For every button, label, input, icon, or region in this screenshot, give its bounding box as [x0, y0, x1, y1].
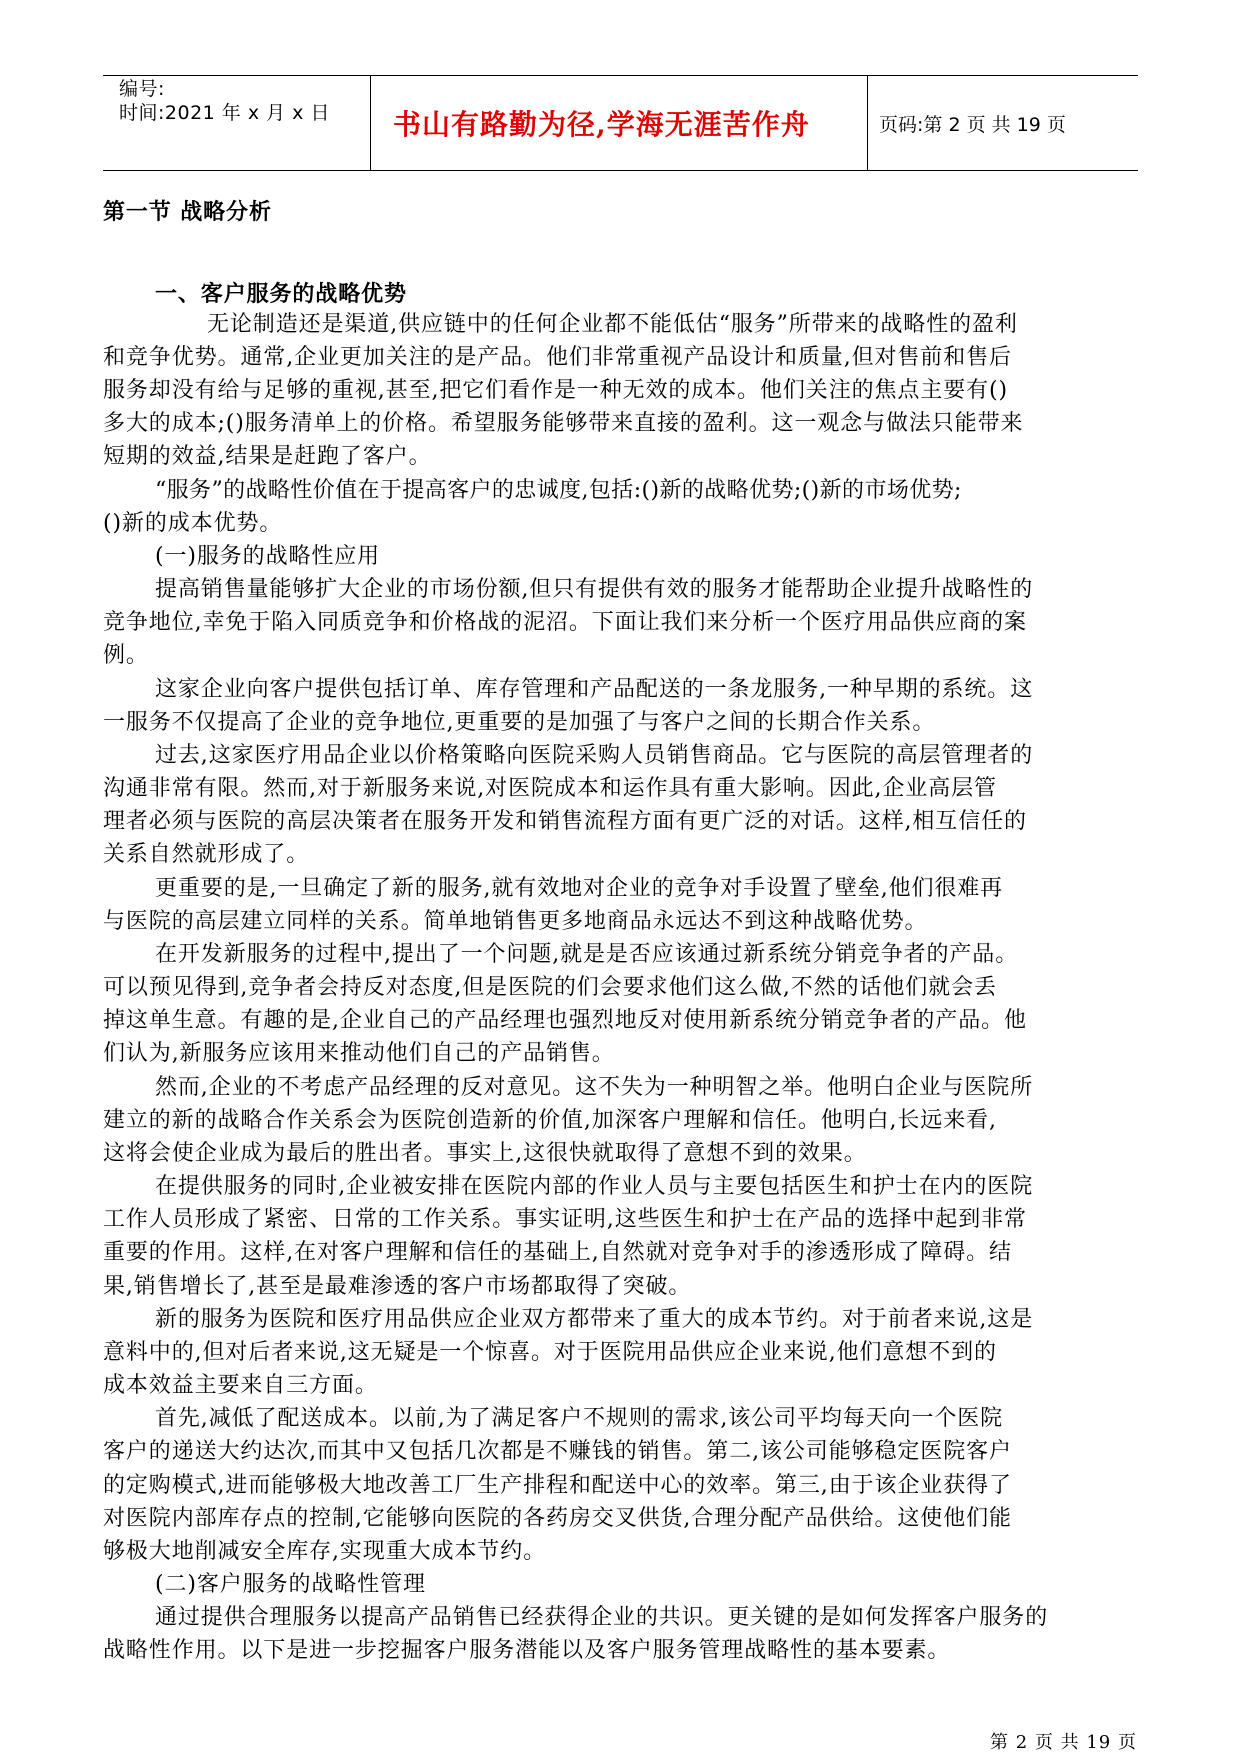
paragraph-line: 的定购模式,进而能够极大地改善工厂生产排程和配送中心的效率。第三,由于该企业获得了 — [103, 1473, 1012, 1498]
paragraph-line: 建立的新的战略合作关系会为医院创造新的价值,加深客户理解和信任。他明白,长远来看, — [103, 1108, 997, 1133]
paragraph-line: 与医院的高层建立同样的关系。简单地销售更多地商品永远达不到这种战略优势。 — [103, 909, 928, 934]
section-title: 第一节 战略分析 — [103, 199, 272, 225]
paragraph-line: 多大的成本;()服务清单上的价格。希望服务能够带来直接的盈利。这一观念与做法只能带来 — [103, 411, 1024, 436]
paragraph-line: ()新的成本优势。 — [103, 511, 283, 536]
paragraph-line: 例。 — [103, 643, 149, 668]
paragraph-line: 关系自然就形成了。 — [103, 842, 310, 867]
paragraph-line: 无论制造还是渠道,供应链中的任何企业都不能低估“服务”所带来的战略性的盈利 — [207, 312, 1018, 337]
paragraph-line: 客户的递送大约达次,而其中又包括几次都是不赚钱的销售。第二,该公司能够稳定医院客户 — [103, 1439, 1012, 1464]
paragraph-line: 更重要的是,一旦确定了新的服务,就有效地对企业的竞争对手设置了壁垒,他们很难再 — [155, 876, 1004, 901]
paragraph-line: 这将会使企业成为最后的胜出者。事实上,这很快就取得了意想不到的效果。 — [103, 1141, 867, 1166]
paragraph-line: 新的服务为医院和医疗用品供应企业双方都带来了重大的成本节约。对于前者来说,这是 — [155, 1307, 1034, 1332]
paragraph-line: 工作人员形成了紧密、日常的工作关系。事实证明,这些医生和护士在产品的选择中起到非常 — [103, 1207, 1027, 1232]
paragraph-line: 可以预见得到,竞争者会持反对态度,但是医院的们会要求他们这么做,不然的话他们就会丢 — [103, 975, 997, 1000]
paragraph-line: 这家企业向客户提供包括订单、库存管理和产品配送的一条龙服务,一种早期的系统。这 — [155, 677, 1034, 702]
document-time-label: 时间:2021 年 x 月 x 日 — [119, 102, 330, 124]
paragraph-line: 在开发新服务的过程中,提出了一个问题,就是是否应该通过新系统分销竞争者的产品。 — [155, 942, 1019, 967]
paragraph-line: “服务”的战略性价值在于提高客户的忠诚度,包括:()新的战略优势;()新的市场优势; — [155, 478, 962, 503]
paragraph-line: 一服务不仅提高了企业的竞争地位,更重要的是加强了与客户之间的长期合作关系。 — [103, 710, 936, 735]
header-page-cell — [868, 76, 1138, 170]
page-footer: 第 2 页 共 19 页 — [990, 1732, 1137, 1753]
subheading-line: (一)服务的战略性应用 — [155, 544, 381, 569]
subheading-line: (二)客户服务的战略性管理 — [155, 1572, 426, 1597]
subsection-title: 一、客户服务的战略优势 — [155, 281, 407, 307]
paragraph-line: 服务却没有给与足够的重视,甚至,把它们看作是一种无效的成本。他们关注的焦点主要有() — [103, 378, 1008, 403]
paragraph-line: 果,销售增长了,甚至是最难渗透的客户市场都取得了突破。 — [103, 1274, 692, 1299]
paragraph-line: 理者必须与医院的高层决策者在服务开发和销售流程方面有更广泛的对话。这样,相互信任的 — [103, 809, 1027, 834]
paragraph-line: 成本效益主要来自三方面。 — [103, 1373, 378, 1398]
paragraph-line: 够极大地削减安全库存,实现重大成本节约。 — [103, 1539, 546, 1564]
page-header — [103, 75, 1138, 171]
paragraph-line: 意料中的,但对后者来说,这无疑是一个惊喜。对于医院用品供应企业来说,他们意想不到的 — [103, 1340, 997, 1365]
paragraph-line: 和竞争优势。通常,企业更加关注的是产品。他们非常重视产品设计和质量,但对售前和售后 — [103, 345, 1012, 370]
paragraph-line: 沟通非常有限。然而,对于新服务来说,对医院成本和运作具有重大影响。因此,企业高层管 — [103, 776, 997, 801]
header-meta-cell — [103, 76, 371, 170]
document-number-label: 编号: — [119, 78, 165, 100]
paragraph-line: 通过提供合理服务以提高产品销售已经获得企业的共识。更关键的是如何发挥客户服务的 — [155, 1605, 1049, 1630]
paragraph-line: 们认为,新服务应该用来推动他们自己的产品销售。 — [103, 1041, 615, 1066]
paragraph-line: 重要的作用。这样,在对客户理解和信任的基础上,自然就对竞争对手的渗透形成了障碍。结 — [103, 1240, 1012, 1265]
paragraph-line: 首先,减低了配送成本。以前,为了满足客户不规则的需求,该公司平均每天向一个医院 — [155, 1406, 1004, 1431]
paragraph-line: 短期的效益,结果是赶跑了客户。 — [103, 444, 432, 469]
paragraph-line: 对医院内部库存点的控制,它能够向医院的各药房交叉供货,合理分配产品供给。这使他们能 — [103, 1506, 1012, 1531]
paragraph-line: 提高销售量能够扩大企业的市场份额,但只有提供有效的服务才能帮助企业提升战略性的 — [155, 577, 1034, 602]
paragraph-line: 然而,企业的不考虑产品经理的反对意见。这不失为一种明智之举。他明白企业与医院所 — [155, 1075, 1034, 1100]
header-page-info: 页码:第 2 页 共 19 页 — [879, 113, 1066, 136]
paragraph-line: 在提供服务的同时,企业被安排在医院内部的作业人员与主要包括医生和护士在内的医院 — [155, 1174, 1034, 1199]
paragraph-line: 过去,这家医疗用品企业以价格策略向医院采购人员销售商品。它与医院的高层管理者的 — [155, 743, 1034, 768]
paragraph-line: 掉这单生意。有趣的是,企业自己的产品经理也强烈地反对使用新系统分销竞争者的产品。他 — [103, 1008, 1027, 1033]
paragraph-line: 竞争地位,幸免于陷入同质竞争和价格战的泥沼。下面让我们来分析一个医疗用品供应商的案 — [103, 610, 1027, 635]
header-motto-cell — [371, 76, 868, 170]
header-motto: 书山有路勤为径,学海无涯苦作舟 — [393, 108, 810, 141]
paragraph-line: 战略性作用。以下是进一步挖掘客户服务潜能以及客户服务管理战略性的基本要素。 — [103, 1638, 951, 1663]
